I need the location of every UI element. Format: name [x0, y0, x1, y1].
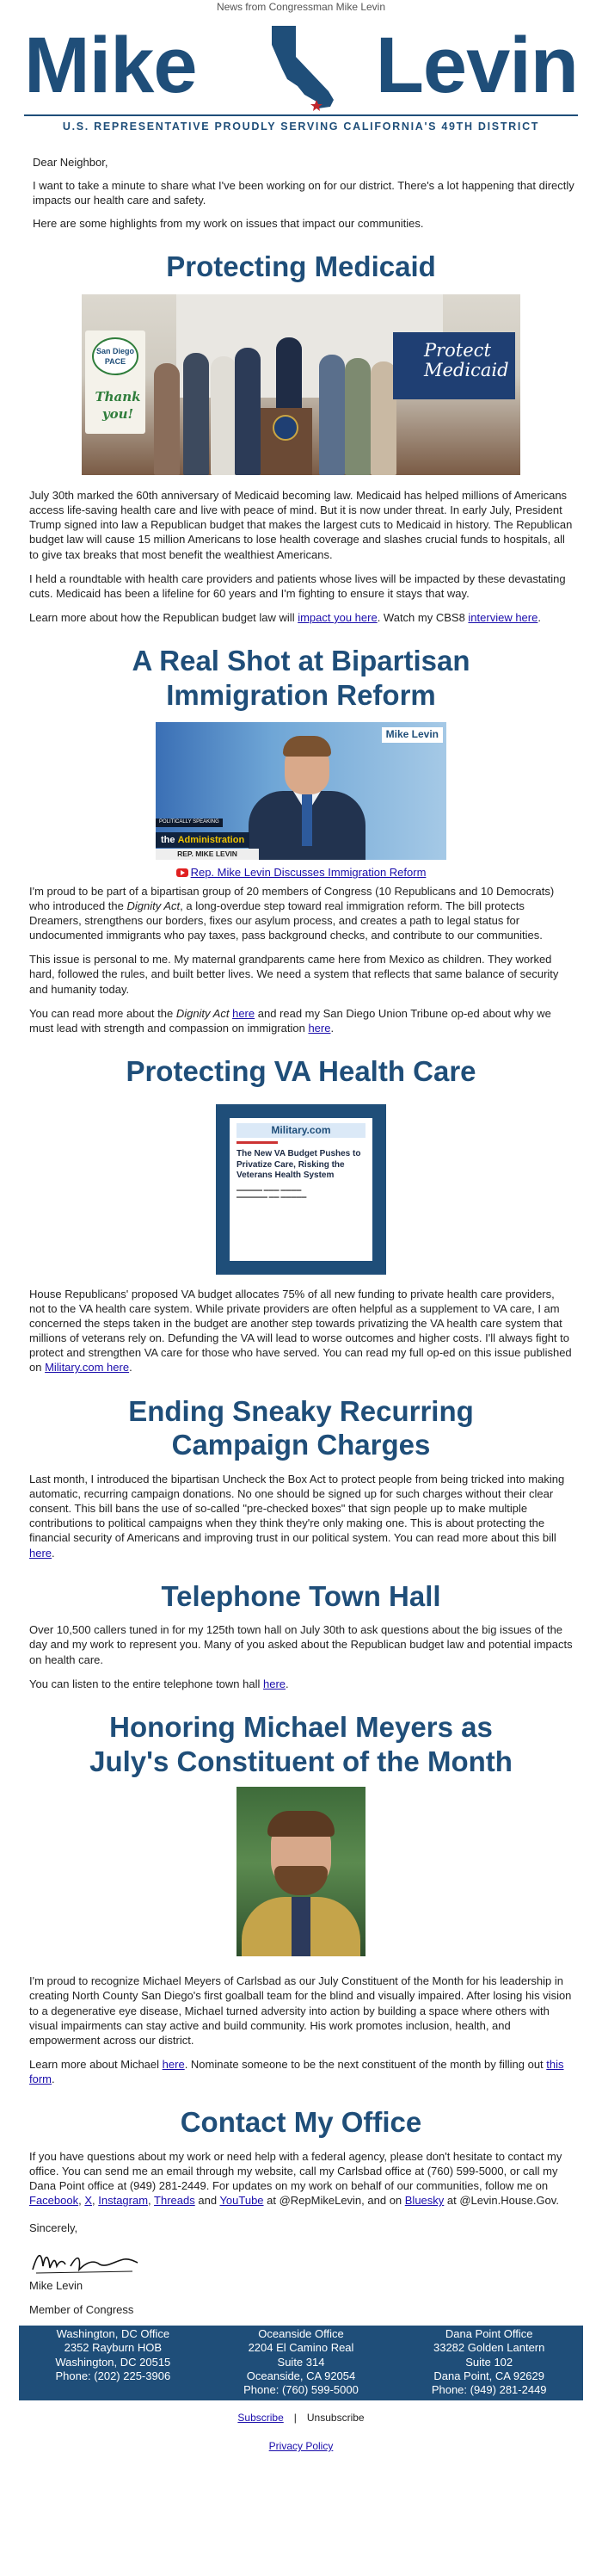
text: .	[129, 1361, 132, 1374]
signature-name: Mike Levin	[29, 2278, 83, 2292]
article-card-body	[230, 1118, 372, 1261]
townhall-heading: Telephone Town Hall	[161, 1579, 441, 1612]
video-caption-link[interactable]: Rep. Mike Levin Discusses Immigration Reform	[190, 866, 427, 880]
protect-medicaid-sign: Protect Medicaid	[393, 332, 515, 399]
preheader-note: News from Congressman Mike Levin	[216, 1, 386, 13]
california-state-icon	[267, 22, 346, 112]
banner-tagline: U.S. REPRESENTATIVE PROUDLY SERVING CALIFORNIA'S 49TH DISTRICT	[24, 114, 578, 134]
medicaid-heading: Protecting Medicaid	[166, 250, 436, 283]
office-washington	[19, 2327, 207, 2397]
military-com-link[interactable]: Military.com here	[45, 1361, 130, 1374]
office-phone: Phone: (760) 599-5000	[243, 2383, 359, 2397]
privacy-row	[0, 2440, 602, 2459]
subscribe-link[interactable]: Subscribe	[237, 2412, 284, 2425]
photo-person	[345, 358, 371, 475]
portrait-shirt-stripe	[292, 1897, 310, 1956]
signature-title: Member of Congress	[29, 2302, 134, 2316]
office-line: 2352 Rayburn HOB	[64, 2341, 163, 2355]
privacy-policy-link[interactable]: Privacy Policy	[268, 2440, 334, 2453]
office-dana-point	[395, 2327, 583, 2397]
immigration-paragraph-1	[29, 884, 573, 943]
video-show-title	[156, 832, 249, 849]
video-logo: Mike Levin	[382, 727, 443, 743]
office-line: Washington, DC 20515	[55, 2355, 171, 2369]
video-name-tag: REP. MIKE LEVIN	[156, 849, 259, 860]
photo-person	[211, 356, 236, 475]
dignity-act-emphasis: Dignity Act	[126, 899, 181, 912]
article-accent-bar	[236, 1141, 278, 1144]
dignity-act-link[interactable]: here	[232, 1006, 255, 1020]
text: , a long-overdue step toward real immigration reform. The bill protects Dreamers, strengthens our borders, fixes our asylum process, and creates a path to legal status for undocumented immigrants who pay taxes, pass background checks, and contribute to our communities.	[29, 899, 543, 942]
military-com-logo: Military.com	[236, 1123, 366, 1139]
impact-link[interactable]: impact you here	[298, 610, 378, 624]
pace-sign-label: San Diego PACE	[92, 337, 138, 375]
video-show-tab: POLITICALLY SPEAKING	[156, 819, 223, 827]
immigration-heading: A Real Shot at Bipartisan Immigration Reform	[132, 645, 470, 711]
photo-person	[235, 348, 261, 475]
youtube-icon	[176, 868, 188, 877]
x-link[interactable]: X	[84, 2194, 92, 2208]
congressional-seal-icon	[273, 415, 298, 441]
separator: |	[293, 2412, 297, 2425]
office-addresses	[19, 2326, 583, 2400]
show-title-a: the	[161, 834, 178, 845]
portrait-beard	[274, 1866, 328, 1895]
townhall-recording-link[interactable]: here	[263, 1677, 286, 1690]
office-name: Oceanside Office	[258, 2327, 344, 2341]
text: .	[330, 1021, 335, 1035]
banner-last-name: Levin	[375, 22, 578, 109]
office-name: Dana Point Office	[445, 2327, 533, 2341]
townhall-paragraph-1: Over 10,500 callers tuned in for my 125th town hall on July 30th to ask questions about the big issues of the day and my work to represent you. Many of you asked about the Republican budget law and potential impacts on health care.	[29, 1623, 573, 1666]
banner-first-name: Mike	[24, 22, 197, 109]
show-title-b: Administration	[177, 834, 245, 845]
immigration-paragraph-3	[29, 1006, 573, 1035]
office-line: Oceanside, CA 92054	[246, 2369, 356, 2382]
text: I'm proud to be part of a bipartisan group of 20 members of Congress (10 Republicans and 10 Democrats) who introduced the	[29, 884, 555, 912]
text: .	[538, 610, 541, 624]
immigration-video-thumbnail[interactable]	[156, 722, 446, 860]
office-name: Washington, DC Office	[56, 2327, 170, 2341]
cbs8-interview-link[interactable]: interview here	[468, 610, 538, 624]
text: If you have questions about my work or need help with a federal agency, please don't hesitate to contact my office. You can send me an email through my website, call my Carlsbad office at (760) 599-5000, or call my Dana Point office at (949) 281-2449. For updates on my work on behalf of our communities, follow me on	[29, 2149, 562, 2193]
contact-paragraph: If you have questions about my work or need help with a federal agency, please don't hesitate to contact my office. You can send me an email through my website, call my Carlsbad office at (760) 599-5000, or call my Dana Point office at (949) 281-2449. For updates on my work on behalf of our communities, follow me on Facebook, X, Instagram, Threads and YouTube at @RepMikeLevin, and on Bluesky at @Levin.House.Gov.	[29, 2149, 562, 2208]
pace-sign	[85, 330, 145, 434]
text: Learn more about Michael	[29, 2058, 163, 2072]
video-caption	[0, 865, 602, 880]
facebook-link[interactable]: Facebook	[29, 2194, 79, 2208]
office-line: Dana Point, CA 92629	[433, 2369, 544, 2382]
text: .	[52, 2073, 55, 2086]
intro-section	[0, 134, 602, 232]
dignity-act-emphasis: Dignity Act	[175, 1006, 230, 1020]
medicaid-paragraph-3	[29, 610, 573, 625]
office-line: 33282 Golden Lantern	[433, 2341, 545, 2355]
text: Learn more about how the Republican budget law will	[29, 610, 298, 624]
va-paragraph	[29, 1287, 573, 1375]
article-meta-lines: ▬▬▬▬▬ ▬▬▬ ▬▬▬▬ ▬▬▬▬▬▬ ▬▬ ▬▬▬▬▬	[236, 1187, 307, 1201]
contact-heading: Contact My Office	[180, 2106, 422, 2139]
text: at @RepMikeLevin, and on	[263, 2194, 405, 2208]
text: . Nominate someone to be the next constituent of the month by filling out	[184, 2058, 547, 2072]
header-banner	[24, 15, 578, 112]
medicaid-paragraph-2: I held a roundtable with health care providers and patients whose lives will be impacted by these devastating cuts. Medicaid has been a lifeline for 60 years and I'm fighting to ensure it stays that way.	[29, 571, 566, 600]
video-person-hair	[283, 736, 331, 757]
photo-person	[154, 363, 180, 475]
text: and read my San Diego Union Tribune op-ed about why we must lead with strength and compassion on immigration	[29, 1006, 551, 1035]
office-phone: Phone: (949) 281-2449	[431, 2383, 547, 2397]
greeting: Dear Neighbor,	[33, 155, 108, 169]
photo-person	[319, 355, 345, 475]
subscription-links	[0, 2412, 602, 2425]
text: House Republicans' proposed VA budget allocates 75% of all new funding to private health care providers, not to the VA health care system. While private providers are often helpful as a supplement to VA care, I am concerned the steps taken in the budget are another step towards privatizing the VA health care system that millions of veterans rely on. Defunding the VA will lead to worse outcomes and higher costs. I'll always fight to protect and strengthen VA care for those who have served. You can read my full op-ed on this issue published on	[29, 1287, 572, 1374]
closing: Sincerely,	[29, 2221, 78, 2234]
handwritten-signature	[29, 2247, 573, 2273]
constituent-paragraph-2	[29, 2057, 573, 2086]
military-com-article-card[interactable]	[216, 1104, 386, 1275]
portrait-hair	[267, 1811, 335, 1837]
office-phone: Phone: (202) 225-3906	[55, 2369, 171, 2382]
op-ed-link[interactable]: here	[308, 1021, 331, 1035]
text: You can listen to the entire telephone town hall	[29, 1677, 263, 1690]
text: .	[286, 1677, 289, 1690]
office-oceanside	[207, 2327, 396, 2397]
michael-meyers-photo[interactable]	[236, 1787, 366, 1956]
townhall-paragraph-2	[29, 1677, 573, 1691]
photo-person	[183, 353, 209, 475]
threads-link[interactable]: Threads	[154, 2194, 195, 2208]
text: . Watch my CBS8	[377, 610, 469, 624]
text: at @Levin.House.Gov.	[444, 2194, 559, 2208]
text: You can read more about the	[29, 1006, 176, 1020]
unsubscribe-link[interactable]: Unsubscribe	[306, 2412, 365, 2425]
campaign-heading: Ending Sneaky Recurring Campaign Charges	[128, 1394, 474, 1461]
thank-you-sign-label: Thank you!	[95, 388, 141, 422]
constituent-heading: Honoring Michael Meyers as July's Constituent of the Month	[89, 1710, 513, 1777]
constituent-paragraph-1: I'm proud to recognize Michael Meyers of Carlsbad as our July Constituent of the Month for his leadership in creating North County San Diego's first goalball team for the blind and visually impaired. After losing his vision to a degenerative eye disease, Michael turned adversity into action by building a space where others with visual impairments can stay active and build community. His work promotes inclusion, health, and empowerment across our district.	[29, 1974, 572, 2047]
youtube-link[interactable]: YouTube	[219, 2194, 264, 2208]
video-person-tie	[302, 794, 312, 846]
medicaid-paragraph-1: July 30th marked the 60th anniversary of Medicaid becoming law. Medicaid has helped millions of Americans access life-saving health care and live with peace of mind. But it is now under threat. In early July, President Trump signed into law a Republican budget that makes the largest cuts to Medicaid in history. The Republican budget law will cause 15 million Americans to lose health coverage and slashes crucial funds to hospitals, all to give tax breaks that most benefit the wealthiest Americans.	[29, 488, 573, 561]
bluesky-link[interactable]: Bluesky	[404, 2194, 445, 2208]
campaign-paragraph	[29, 1472, 573, 1560]
michael-story-link[interactable]: here	[162, 2058, 185, 2072]
intro-paragraph: I want to take a minute to share what I've been working on for our district. There's a lot happening that directly impacts our health care and safety.	[33, 178, 574, 207]
nomination-form-link[interactable]: this form	[29, 2058, 564, 2086]
medicaid-roundtable-photo[interactable]	[82, 294, 520, 475]
va-heading: Protecting VA Health Care	[126, 1055, 476, 1088]
signature-icon	[29, 2247, 141, 2276]
office-line: 2204 El Camino Real	[248, 2341, 354, 2355]
uncheck-box-act-link[interactable]: here	[29, 1546, 52, 1560]
office-line: Suite 102	[465, 2355, 513, 2369]
instagram-link[interactable]: Instagram	[98, 2194, 149, 2208]
text: .	[52, 1546, 55, 1560]
text: Last month, I introduced the bipartisan Uncheck the Box Act to protect people from being tricked into making automatic, recurring campaign donations. No one should be signed up for such charges without their clear consent. This bill bans the use of so-called "pre-checked boxes" that sign people up to make multiple contributions to political campaigns when they think they're only making one. This is about protecting the financial security of Americans and improving trust in our political system. You can read more about this bill	[29, 1472, 565, 1545]
article-headline: The New VA Budget Pushes to Privatize Care, Risking the Veterans Health System	[236, 1149, 361, 1181]
office-line: Suite 314	[277, 2355, 325, 2369]
intro-highlights: Here are some highlights from my work on issues that impact our communities.	[33, 216, 424, 230]
immigration-paragraph-2: This issue is personal to me. My maternal grandparents came here from Mexico as children. They worked hard, followed the rules, and built better lives. We need a system that reflects that same balance of security and humanity today.	[29, 953, 559, 996]
